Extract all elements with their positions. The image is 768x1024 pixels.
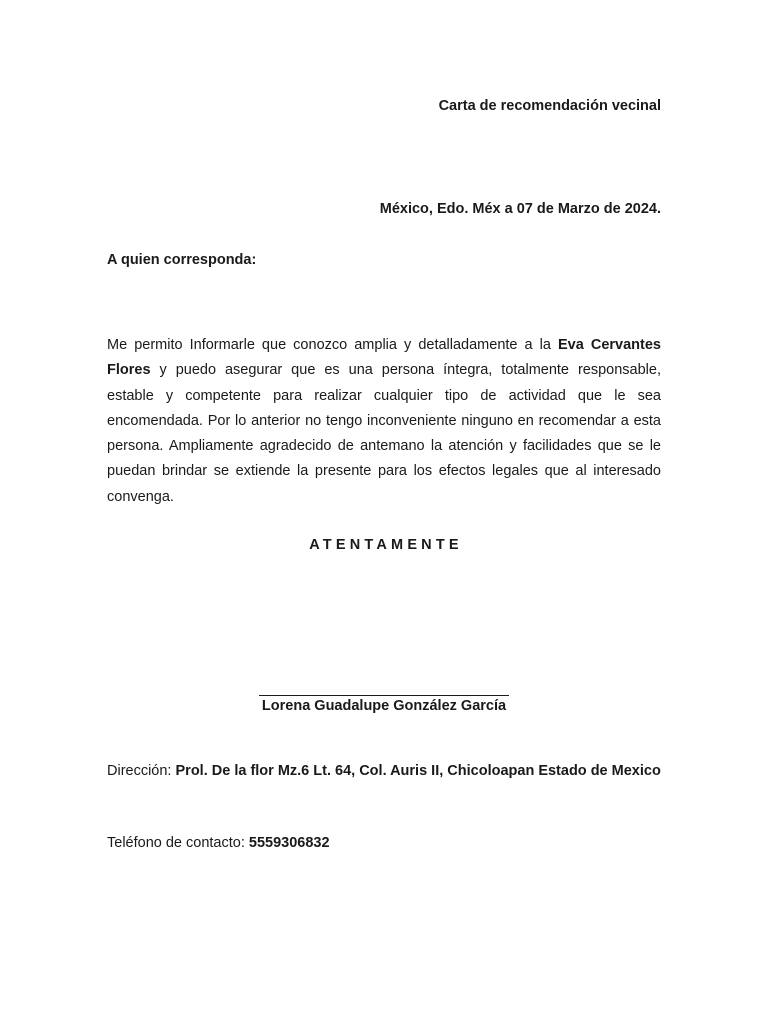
address-label: Dirección:	[107, 763, 176, 779]
signer-name: Lorena Guadalupe González García	[261, 698, 507, 714]
phone-label: Teléfono de contacto:	[107, 835, 249, 851]
place-date: México, Edo. Méx a 07 de Marzo de 2024.	[379, 201, 661, 217]
recommended-person-name: Eva Cervantes Flores	[107, 337, 661, 379]
body-rest: y puedo asegurar que es una persona íntegra, totalmente responsable, estable y competente para realizar cualquier tipo de actividad que le sea encomendada. Por lo anterior no tengo inconveniente ninguno en recomendar a esta persona. Ampliamente agradecido de antemano la atención y facilidades que se le puedan brindar se extiende la presente para los efectos legales que al interesado convenga.	[107, 362, 661, 505]
phone	[107, 835, 330, 851]
body-intro: Me permito Informarle que conozco amplia y detalladamente a la	[107, 337, 559, 353]
letter-title: Carta de recomendación vecinal	[438, 98, 661, 114]
letter-body	[107, 333, 661, 510]
signature-line	[259, 695, 509, 696]
salutation: A quien corresponda:	[107, 252, 257, 268]
phone-value: 5559306832	[248, 835, 330, 851]
address-value: Prol. De la flor Mz.6 Lt. 64, Col. Auris II, Chicoloapan Estado de Mexico	[175, 763, 661, 779]
address	[107, 759, 661, 784]
closing: ATENTAMENTE	[309, 537, 463, 553]
